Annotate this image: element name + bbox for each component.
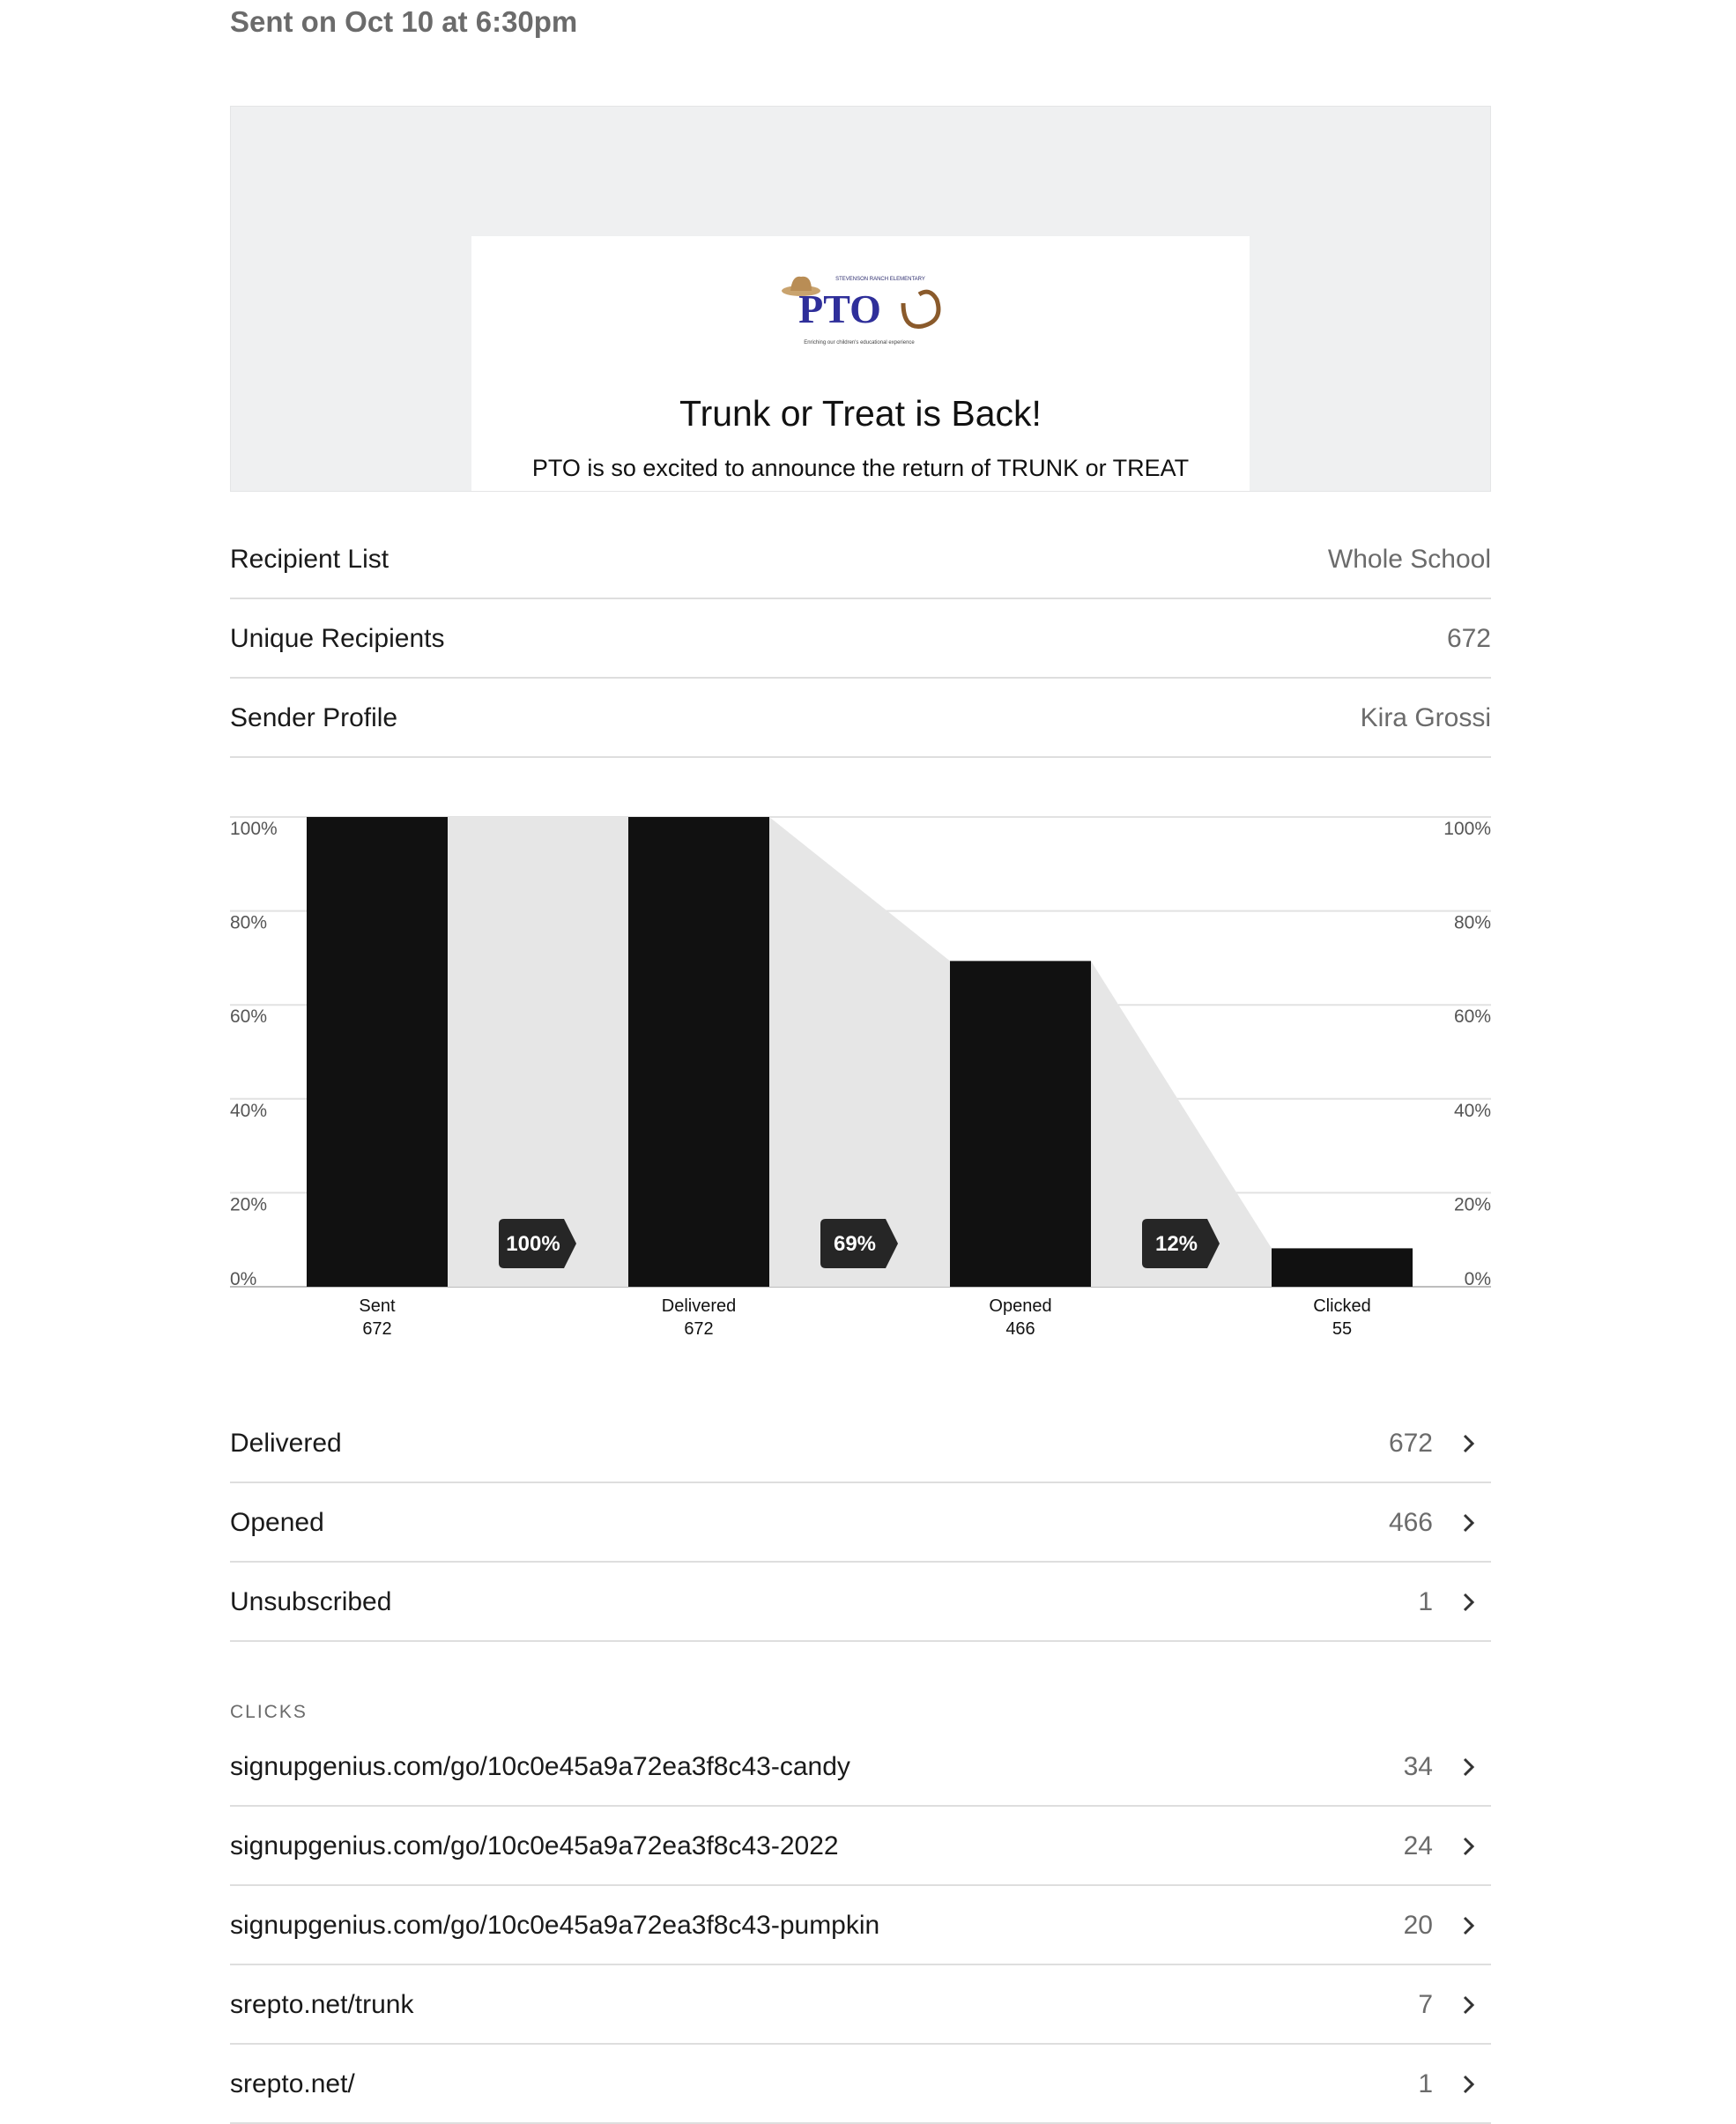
click-count: 34 [1403,1752,1433,1781]
email-title: Trunk or Treat is Back! [679,393,1042,434]
stat-label: Delivered [230,1429,342,1458]
lasso-icon [903,292,938,326]
y-tick-label-right: 0% [1464,1269,1491,1289]
logo-tagline: Enriching our children's educational experience [804,340,915,345]
sent-date-line: Sent on Oct 10 at 6:30pm [230,5,578,38]
detail-value: Kira Grossi [1360,703,1491,732]
stat-label: Unsubscribed [230,1587,392,1616]
detail-value: Whole School [1327,545,1491,574]
y-tick-label-right: 100% [1443,819,1491,839]
click-url: signupgenius.com/go/10c0e45a9a72ea3f8c43-2022 [230,1831,839,1860]
stat-label: Opened [230,1508,324,1537]
category-label: Opened [989,1296,1052,1316]
click-url: srepto.net/ [230,2069,355,2098]
stat-row-opened[interactable] [230,1483,1491,1563]
stat-value: 1 [1418,1587,1433,1616]
category-count: 466 [1005,1319,1035,1339]
funnel-connector [448,817,628,1287]
chevron-right-icon [1456,2071,1482,2098]
detail-label: Recipient List [230,545,389,574]
email-preview[interactable] [230,106,1491,492]
funnel-chart [230,802,1491,1348]
funnel-chart-svg [230,802,1491,1348]
chevron-right-icon [1456,1992,1482,2018]
y-tick-label-left: 20% [230,1194,268,1215]
chevron-right-icon [1456,1912,1482,1939]
detail-value: 672 [1446,624,1491,653]
conversion-rate-label: 12% [1154,1232,1198,1256]
y-tick-label-right: 40% [1453,1100,1491,1121]
chevron-right-icon [1456,1589,1482,1615]
category-count: 55 [1332,1319,1353,1339]
email-body-text: PTO is so excited to announce the return of TRUNK or TREAT [531,455,1190,481]
y-tick-label-left: 80% [230,912,268,933]
click-url: srepto.net/trunk [230,1990,414,2019]
click-row[interactable] [230,1807,1491,1886]
click-row[interactable] [230,2045,1491,2124]
chevron-right-icon [1456,1510,1482,1536]
bar-delivered [628,817,769,1287]
detail-label: Unique Recipients [230,624,445,653]
category-label: Sent [359,1296,396,1316]
detail-row-sender-profile [230,679,1491,758]
bar-clicked [1272,1248,1413,1287]
click-count: 1 [1418,2069,1433,2098]
click-count: 7 [1418,1990,1433,2019]
email-preview-card [471,236,1250,492]
pto-logo [771,268,947,349]
clicks-heading: CLICKS [230,1702,308,1722]
y-tick-label-left: 60% [230,1006,268,1028]
stat-row-delivered[interactable] [230,1404,1491,1483]
category-label: Clicked [1313,1296,1371,1316]
y-tick-label-right: 20% [1453,1194,1491,1215]
click-count: 20 [1403,1911,1433,1940]
y-tick-label-left: 0% [230,1269,257,1289]
y-tick-label-left: 100% [230,819,278,839]
stat-value: 672 [1388,1429,1433,1458]
conversion-rate-label: 69% [833,1232,877,1256]
bar-opened [950,961,1091,1287]
stat-row-unsubscribed[interactable] [230,1563,1491,1642]
click-url: signupgenius.com/go/10c0e45a9a72ea3f8c43-candy [230,1752,850,1781]
chevron-right-icon [1456,1833,1482,1860]
bar-sent [307,817,448,1287]
chevron-right-icon [1456,1754,1482,1780]
click-row[interactable] [230,1886,1491,1965]
y-tick-label-right: 80% [1453,912,1491,933]
detail-row-recipient-list [230,520,1491,599]
detail-label: Sender Profile [230,703,398,732]
stat-value: 466 [1388,1508,1433,1537]
funnel-connector [769,817,950,1287]
y-tick-label-right: 60% [1453,1006,1491,1028]
logo-text: PTO [798,286,881,331]
detail-row-unique-recipients [230,599,1491,679]
click-count: 24 [1403,1831,1433,1860]
y-tick-label-left: 40% [230,1100,268,1121]
conversion-rate-label: 100% [506,1232,560,1256]
category-count: 672 [362,1319,392,1339]
click-url: signupgenius.com/go/10c0e45a9a72ea3f8c43-pumpkin [230,1911,880,1940]
category-count: 672 [684,1319,714,1339]
click-row[interactable] [230,1727,1491,1807]
click-row[interactable] [230,1965,1491,2045]
category-label: Delivered [661,1296,737,1316]
logo-top-text: STEVENSON RANCH ELEMENTARY [835,277,925,282]
chevron-right-icon [1456,1430,1482,1457]
